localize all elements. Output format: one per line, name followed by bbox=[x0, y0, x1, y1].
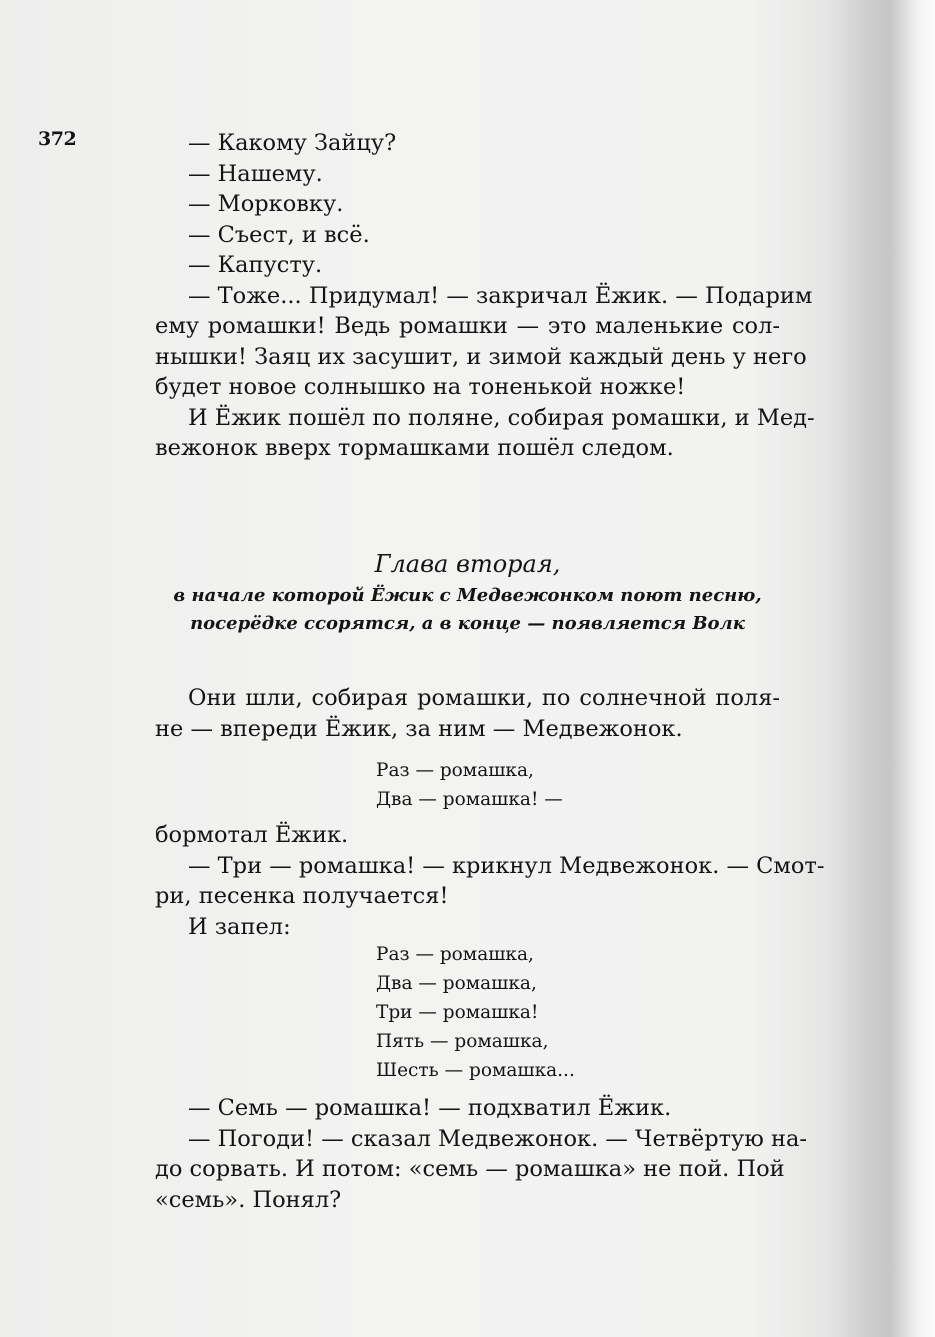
verse-line: Шесть — ромашка... bbox=[376, 1060, 575, 1081]
paragraph-block bbox=[155, 820, 825, 942]
paragraph-line: Они шли, собирая ромашки, по солнечной поля- bbox=[188, 685, 780, 711]
page-number: 372 bbox=[38, 128, 77, 150]
opening-text bbox=[155, 128, 815, 464]
chapter-subtitle-line: в начале которой Ёжик с Медвежонком поют песню, bbox=[173, 585, 762, 606]
paragraph-line: бормотал Ёжик. bbox=[155, 822, 349, 848]
paragraph-block bbox=[155, 683, 780, 744]
paragraph-line: нышки! Заяц их засушит, и зимой каждый день у него bbox=[155, 343, 807, 370]
verse-line: Три — ромашка! bbox=[376, 1002, 539, 1023]
paragraph-line: до сорвать. И потом: «семь — ромашка» не пой. Пой bbox=[155, 1156, 785, 1182]
verse-line: Пять — ромашка, bbox=[376, 1031, 549, 1052]
verse-line: Раз — ромашка, bbox=[376, 944, 534, 965]
paragraph-line: — Три — ромашка! — крикнул Медвежонок. — Смот- bbox=[188, 852, 825, 879]
chapter-subtitle-line: посерёдке ссорятся, а в конце — появляется Волк bbox=[190, 613, 745, 634]
paragraph-line: ему ромашки! Ведь ромашки — это маленькие сол- bbox=[155, 313, 780, 339]
chapter-heading bbox=[155, 546, 780, 638]
verse-block bbox=[376, 940, 575, 1085]
paragraph-line: — Семь — ромашка! — подхватил Ёжик. bbox=[188, 1095, 672, 1121]
paragraph-line: не — впереди Ёжик, за ним — Медвежонок. bbox=[155, 715, 683, 742]
verse-block bbox=[376, 756, 563, 814]
paragraph-line: — Погоди! — сказал Медвежонок. — Четвёртую на- bbox=[188, 1125, 808, 1152]
paragraph-block bbox=[155, 1093, 808, 1215]
paragraph-line: будет новое солнышко на тоненькой ножке! bbox=[155, 374, 686, 400]
dialogue-line: — Какому Зайцу? bbox=[188, 130, 397, 156]
paragraph-line: И запел: bbox=[188, 913, 291, 940]
chapter-title: Глава вторая, bbox=[374, 550, 561, 578]
dialogue-line: — Капусту. bbox=[188, 252, 323, 278]
paragraph-line: ри, песенка получается! bbox=[155, 883, 449, 909]
dialogue-line: — Съест, и всё. bbox=[188, 221, 370, 248]
paragraph-line: — Тоже... Придумал! — закричал Ёжик. — Подарим bbox=[188, 282, 813, 309]
dialogue-line: — Нашему. bbox=[188, 160, 323, 187]
paragraph-line: вежонок вверх тормашками пошёл следом. bbox=[155, 435, 674, 461]
paragraph-line: И Ёжик пошёл по поляне, собирая ромашки, и Мед- bbox=[188, 404, 815, 431]
dialogue-line: — Морковку. bbox=[188, 191, 344, 217]
verse-line: Раз — ромашка, bbox=[376, 760, 534, 781]
paragraph-line: «семь». Понял? bbox=[155, 1186, 342, 1213]
book-spine-shadow bbox=[825, 0, 935, 1337]
verse-line: Два — ромашка! — bbox=[376, 789, 563, 810]
verse-line: Два — ромашка, bbox=[376, 973, 537, 994]
